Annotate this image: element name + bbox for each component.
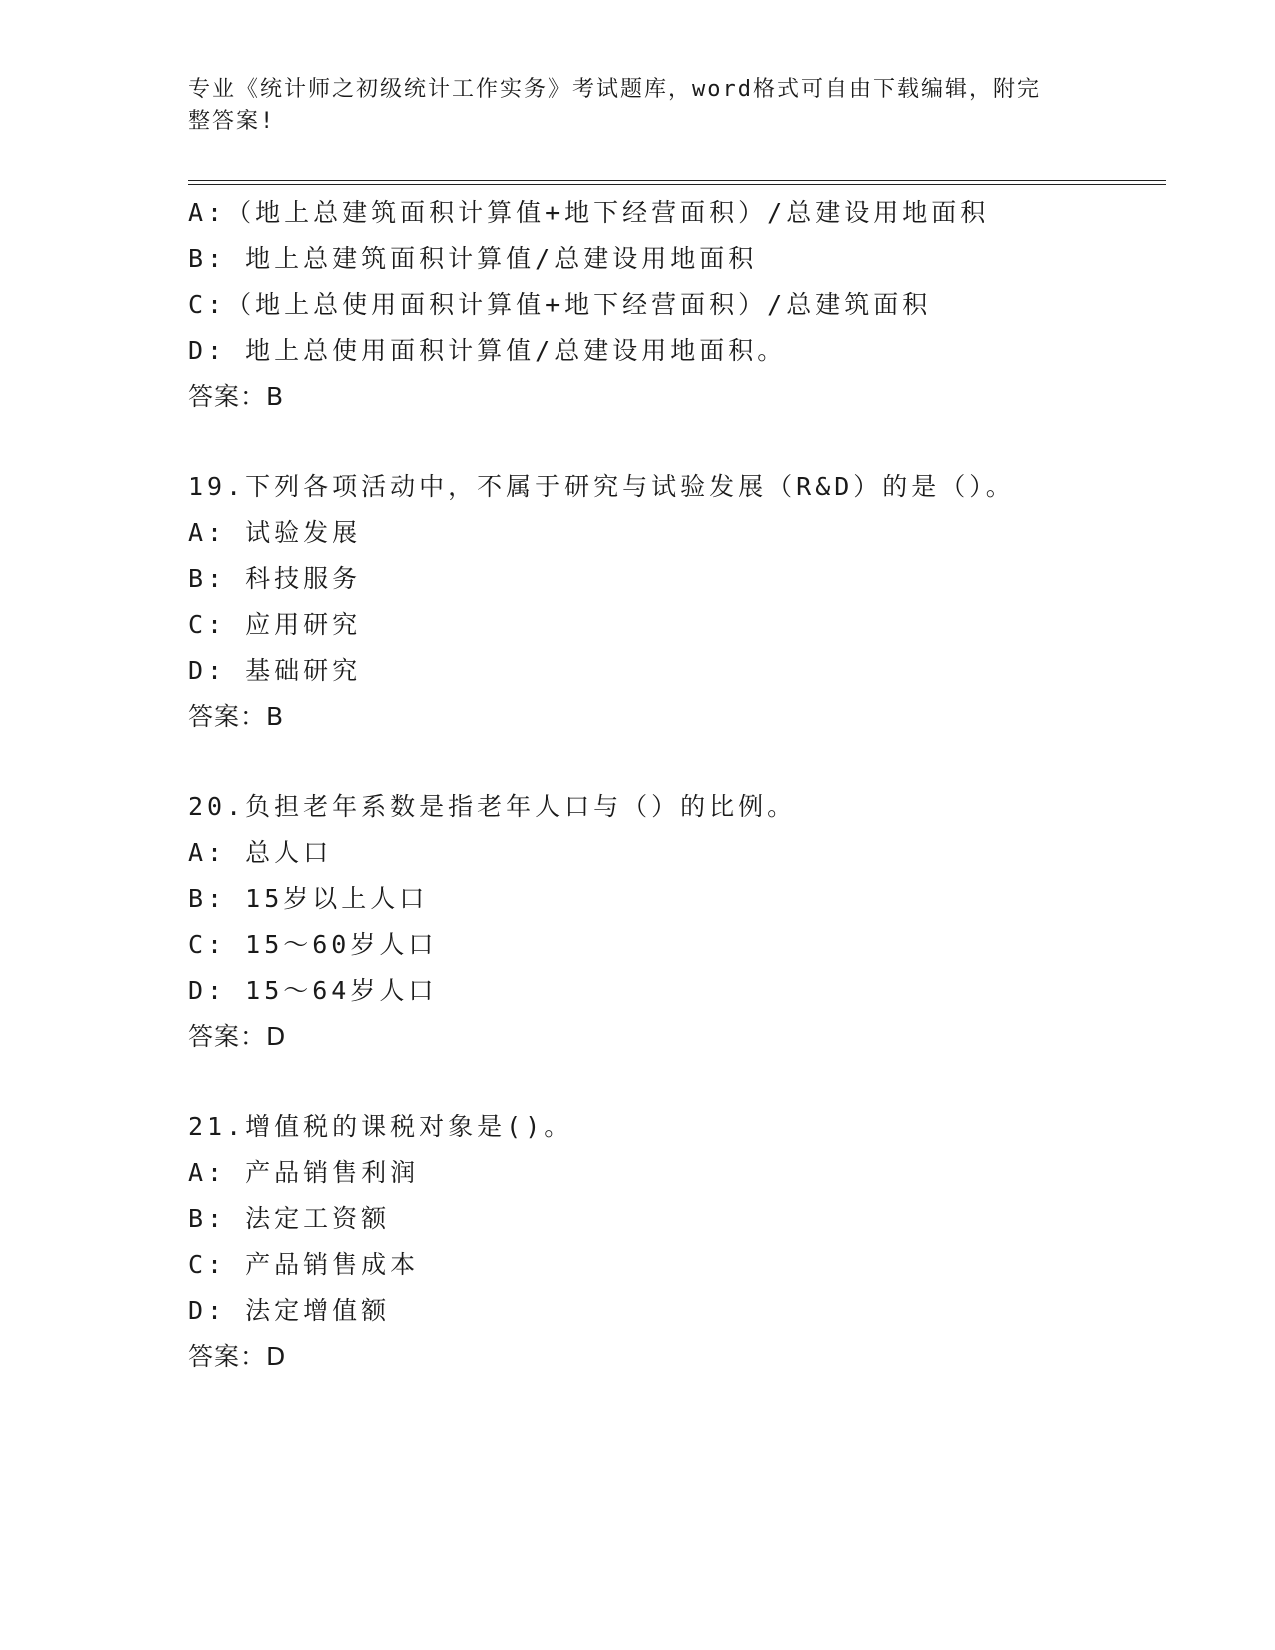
option-d: D: 地上总使用面积计算值/总建设用地面积。 xyxy=(188,336,787,365)
option-a: A: 产品销售利润 xyxy=(188,1158,420,1187)
question-block-21 xyxy=(188,1104,1168,1380)
question-block-18 xyxy=(188,190,1168,420)
answer: 答案：D xyxy=(188,1022,287,1051)
header-line-1: 专业《统计师之初级统计工作实务》考试题库，word格式可自由下载编辑，附完 xyxy=(188,77,1041,102)
answer: 答案：B xyxy=(188,702,285,731)
question-text: 20.负担老年系数是指老年人口与（）的比例。 xyxy=(188,792,797,821)
option-c: C: 应用研究 xyxy=(188,610,362,639)
option-c: C: 15～60岁人口 xyxy=(188,930,438,959)
header-divider-top xyxy=(188,180,1166,181)
option-b: B: 15岁以上人口 xyxy=(188,884,429,913)
option-b: B: 法定工资额 xyxy=(188,1204,391,1233)
answer: 答案：D xyxy=(188,1342,287,1371)
document-header xyxy=(188,74,1088,138)
option-a: A: 总人口 xyxy=(188,838,333,867)
question-text: 19.下列各项活动中，不属于研究与试验发展（R&D）的是（）。 xyxy=(188,472,1015,501)
option-d: D: 基础研究 xyxy=(188,656,362,685)
question-block-19 xyxy=(188,464,1168,740)
option-a: A: 试验发展 xyxy=(188,518,362,547)
option-c: C: 产品销售成本 xyxy=(188,1250,420,1279)
question-block-20 xyxy=(188,784,1168,1060)
option-b: B: 科技服务 xyxy=(188,564,362,593)
header-line-2: 整答案! xyxy=(188,109,276,134)
option-b: B: 地上总建筑面积计算值/总建设用地面积 xyxy=(188,244,758,273)
option-c: C:（地上总使用面积计算值+地下经营面积）/总建筑面积 xyxy=(188,290,932,319)
question-text: 21.增值税的课税对象是()。 xyxy=(188,1112,574,1141)
option-d: D: 法定增值额 xyxy=(188,1296,391,1325)
answer: 答案：B xyxy=(188,382,285,411)
question-list xyxy=(188,190,1168,1380)
header-divider-bottom xyxy=(188,184,1166,185)
option-a: A:（地上总建筑面积计算值+地下经营面积）/总建设用地面积 xyxy=(188,198,990,227)
option-d: D: 15～64岁人口 xyxy=(188,976,438,1005)
